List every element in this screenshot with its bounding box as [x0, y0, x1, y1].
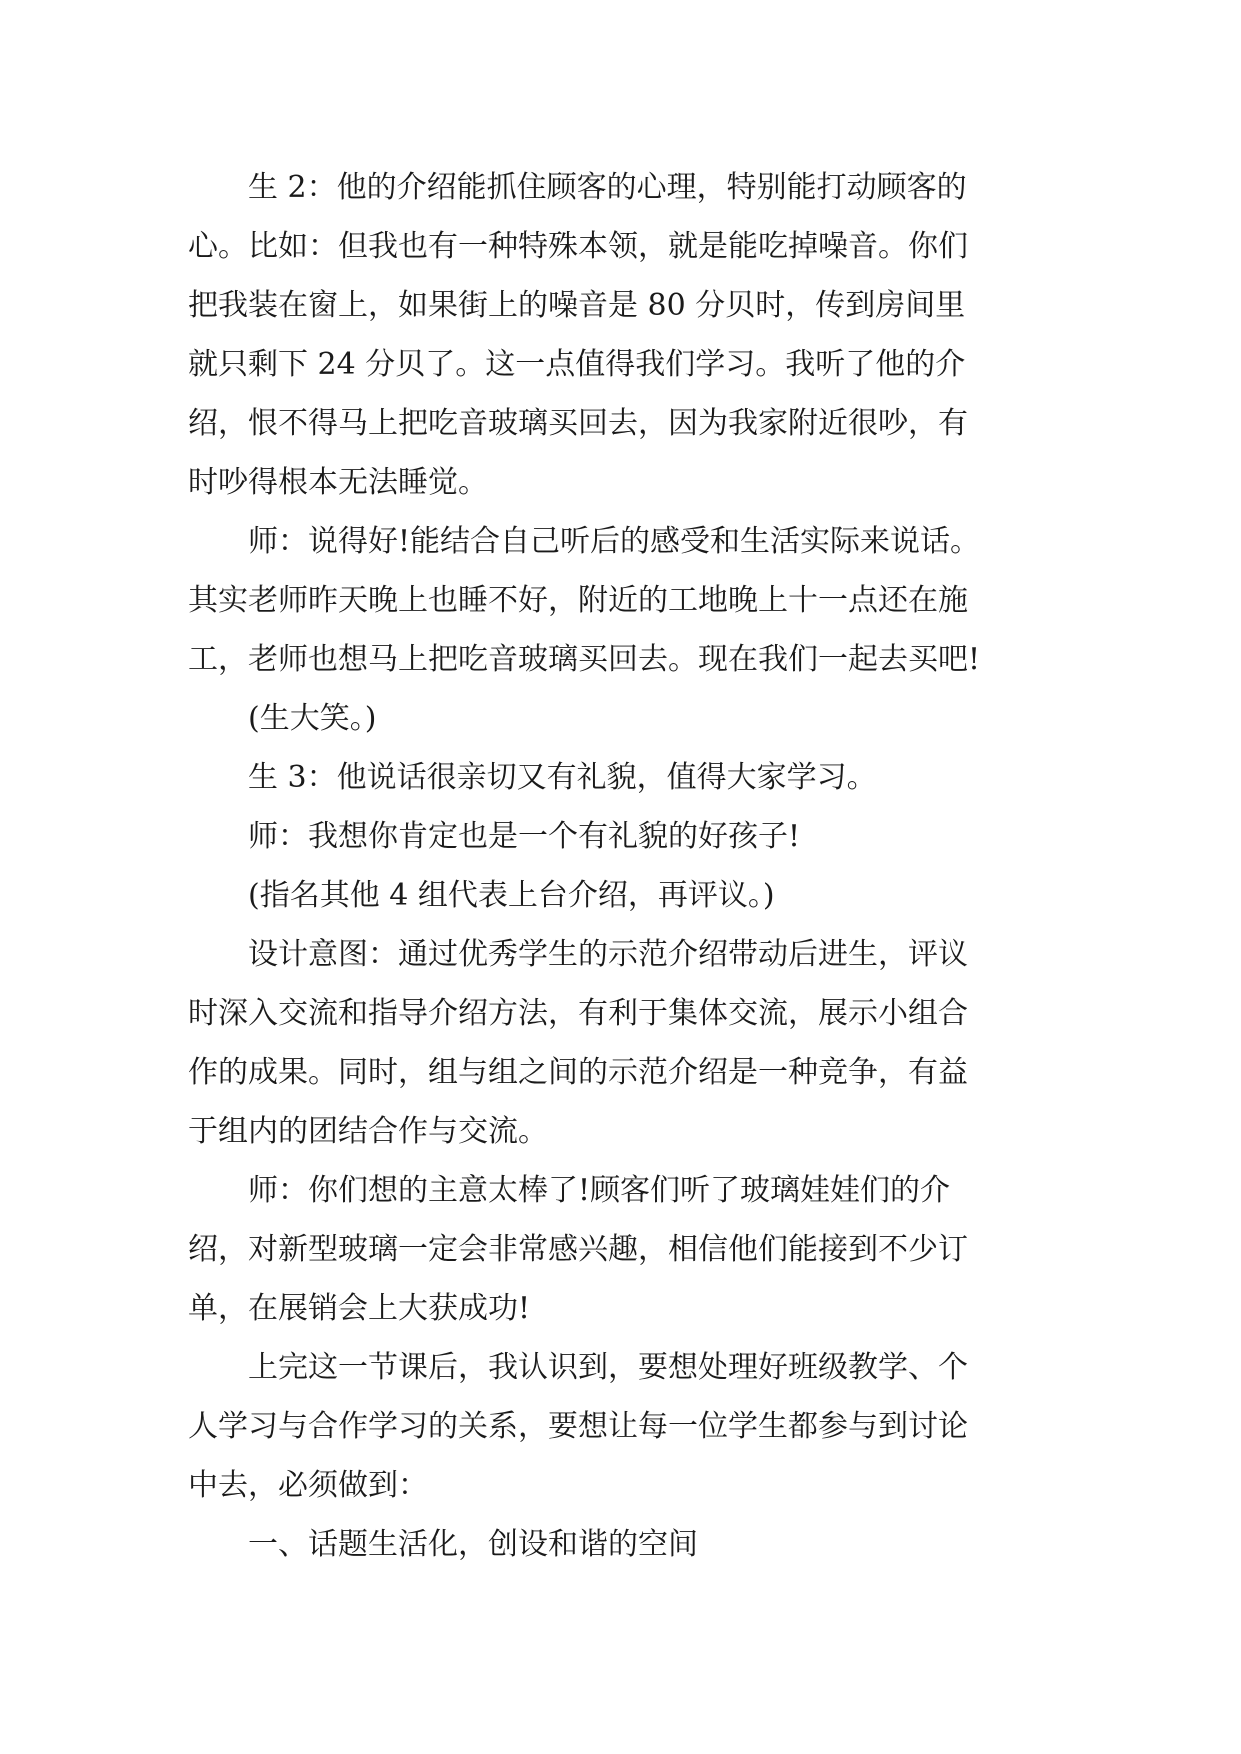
- paragraph: [188, 925, 1056, 1161]
- text-line: 中去，必须做到：: [188, 1468, 428, 1503]
- paragraph: [188, 1161, 1056, 1338]
- text-line: 于组内的团结合作与交流。: [188, 1114, 548, 1149]
- paragraph: [188, 512, 1056, 689]
- text-line: 心。比如：但我也有一种特殊本领，就是能吃掉噪音。你们: [188, 229, 968, 264]
- text-line: 设计意图：通过优秀学生的示范介绍带动后进生，评议: [248, 937, 968, 972]
- text-line: (生大笑。): [248, 701, 377, 736]
- text-line: 师：我想你肯定也是一个有礼貌的好孩子!: [248, 819, 801, 854]
- text-line: 一、话题生活化，创设和谐的空间: [248, 1527, 698, 1562]
- paragraph: [188, 689, 1056, 748]
- paragraph: [188, 748, 1056, 807]
- text-line: 绍，对新型玻璃一定会非常感兴趣，相信他们能接到不少订: [188, 1232, 968, 1267]
- text-line: 其实老师昨天晚上也睡不好，附近的工地晚上十一点还在施: [188, 583, 968, 618]
- paragraph: [188, 1515, 1056, 1574]
- paragraph: [188, 807, 1056, 866]
- text-line: 师：说得好!能结合自己听后的感受和生活实际来说话。: [248, 524, 981, 559]
- text-line: 时吵得根本无法睡觉。: [188, 465, 488, 500]
- document-body: [188, 158, 1056, 1574]
- text-line: 上完这一节课后，我认识到，要想处理好班级教学、个: [248, 1350, 968, 1385]
- text-line: 把我装在窗上，如果街上的噪音是 80 分贝时，传到房间里: [188, 288, 966, 323]
- text-line: 工，老师也想马上把吃音玻璃买回去。现在我们一起去买吧!: [188, 642, 981, 677]
- text-line: 就只剩下 24 分贝了。这一点值得我们学习。我听了他的介: [188, 347, 966, 382]
- text-line: 时深入交流和指导介绍方法，有利于集体交流，展示小组合: [188, 996, 968, 1031]
- text-line: 绍，恨不得马上把吃音玻璃买回去，因为我家附近很吵，有: [188, 406, 968, 441]
- text-line: 师：你们想的主意太棒了!顾客们听了玻璃娃娃们的介: [248, 1173, 951, 1208]
- paragraph: [188, 158, 1056, 512]
- text-line: 人学习与合作学习的关系，要想让每一位学生都参与到讨论: [188, 1409, 968, 1444]
- text-line: 生 3：他说话很亲切又有礼貌，值得大家学习。: [248, 760, 877, 795]
- paragraph: [188, 866, 1056, 925]
- paragraph: [188, 1338, 1056, 1515]
- text-line: 单，在展销会上大获成功!: [188, 1291, 531, 1326]
- text-line: 作的成果。同时，组与组之间的示范介绍是一种竞争，有益: [188, 1055, 968, 1090]
- text-line: (指名其他 4 组代表上台介绍，再评议。): [248, 878, 775, 913]
- text-line: 生 2：他的介绍能抓住顾客的心理，特别能打动顾客的: [248, 170, 967, 205]
